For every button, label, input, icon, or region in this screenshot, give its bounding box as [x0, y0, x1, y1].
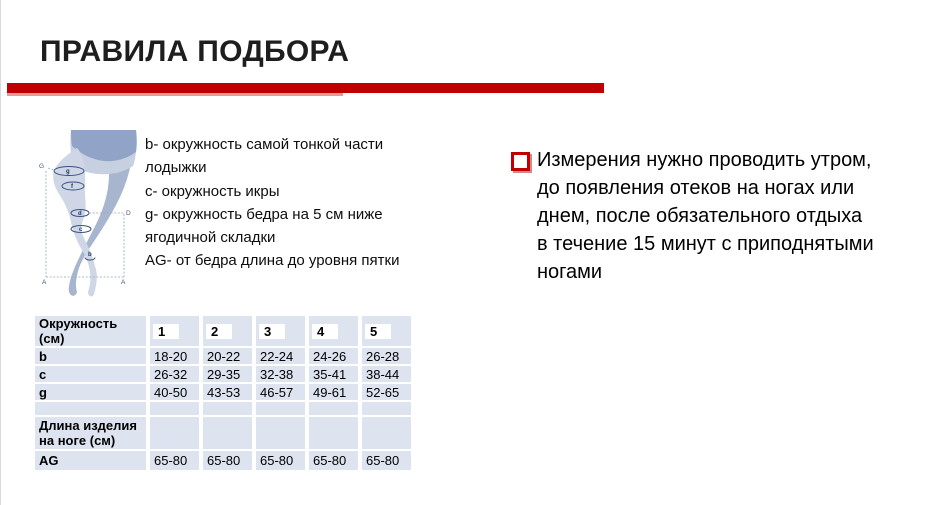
row-label: g [35, 384, 146, 400]
label-b: b [88, 252, 92, 258]
label-A-right: A [121, 279, 126, 286]
table-cell: 18-20 [150, 348, 199, 364]
legend-line-ag: AG- от бедра длина до уровня пятки [145, 252, 400, 270]
label-f: f [71, 184, 73, 190]
red-square-bullet-icon [511, 152, 530, 171]
table-row-spacer [35, 402, 411, 415]
size-table [31, 314, 415, 472]
table-cell: 49-61 [309, 384, 358, 400]
table-cell [256, 417, 305, 449]
table-cell: 22-24 [256, 348, 305, 364]
size-chip-3: 3 [259, 324, 285, 339]
header-size-3 [256, 316, 305, 346]
header-size-4 [309, 316, 358, 346]
table-cell: 65-80 [309, 451, 358, 470]
table-cell [362, 402, 411, 415]
table-cell [35, 402, 146, 415]
legend-line-g: g- окружность бедра на 5 см ниже ягодичной складки [145, 205, 383, 247]
table-cell: 35-41 [309, 366, 358, 382]
label-g: g [66, 169, 70, 175]
row-label: Длина изделия на ноге (см) [35, 417, 146, 449]
header-circumference: Окружность (см) [35, 316, 146, 346]
header-size-5 [362, 316, 411, 346]
table-cell: 65-80 [256, 451, 305, 470]
note-text: Измерения нужно проводить утром, до появления отеков на ногах или днем, после обязательного отдыха в течение 15 минут с приподнятыми ногами [537, 149, 874, 283]
table-cell [256, 402, 305, 415]
table-cell [309, 417, 358, 449]
size-chip-2: 2 [206, 324, 232, 339]
table-cell: 32-38 [256, 366, 305, 382]
label-G: G [39, 163, 45, 170]
size-chip-5: 5 [365, 324, 391, 339]
table-cell: 20-22 [203, 348, 252, 364]
table-cell [203, 417, 252, 449]
table-cell: 65-80 [203, 451, 252, 470]
title-accent-bar-shadow [7, 93, 343, 96]
row-label: AG [35, 451, 146, 470]
table-cell: 24-26 [309, 348, 358, 364]
measurement-note [509, 146, 905, 286]
table-cell: 38-44 [362, 366, 411, 382]
row-label: b [35, 348, 146, 364]
measurement-legend [145, 133, 430, 273]
row-label: c [35, 366, 146, 382]
size-chip-4: 4 [312, 324, 338, 339]
table-cell [150, 417, 199, 449]
table-row-b [35, 348, 411, 364]
legend-line-c: c- окружность икры [145, 182, 280, 200]
table-cell: 65-80 [150, 451, 199, 470]
table-cell [362, 417, 411, 449]
table-row-ag [35, 451, 411, 470]
table-cell: 26-32 [150, 366, 199, 382]
table-cell: 29-35 [203, 366, 252, 382]
leg-measurement-diagram [37, 126, 147, 304]
table-cell: 65-80 [362, 451, 411, 470]
label-c: c [79, 227, 83, 233]
header-size-2 [203, 316, 252, 346]
header-size-1 [150, 316, 199, 346]
dash-G-to-band [48, 168, 54, 170]
table-cell: 46-57 [256, 384, 305, 400]
table-cell: 40-50 [150, 384, 199, 400]
size-chip-1: 1 [153, 324, 179, 339]
table-cell [203, 402, 252, 415]
table-cell: 43-53 [203, 384, 252, 400]
table-row-g [35, 384, 411, 400]
table-cell [309, 402, 358, 415]
table-row-length-label [35, 417, 411, 449]
label-d: d [78, 211, 82, 217]
legend-line-b: b- окружность самой тонкой части лодыжки [145, 136, 384, 177]
label-A-left: A [42, 279, 47, 286]
table-header-row [35, 316, 411, 346]
table-row-c [35, 366, 411, 382]
table-cell: 52-65 [362, 384, 411, 400]
table-cell [150, 402, 199, 415]
label-D: D [126, 210, 131, 217]
slide-left-edge [0, 0, 1, 505]
page-title: ПРАВИЛА ПОДБОРА [40, 35, 350, 69]
table-cell: 26-28 [362, 348, 411, 364]
title-accent-bar [7, 83, 604, 93]
